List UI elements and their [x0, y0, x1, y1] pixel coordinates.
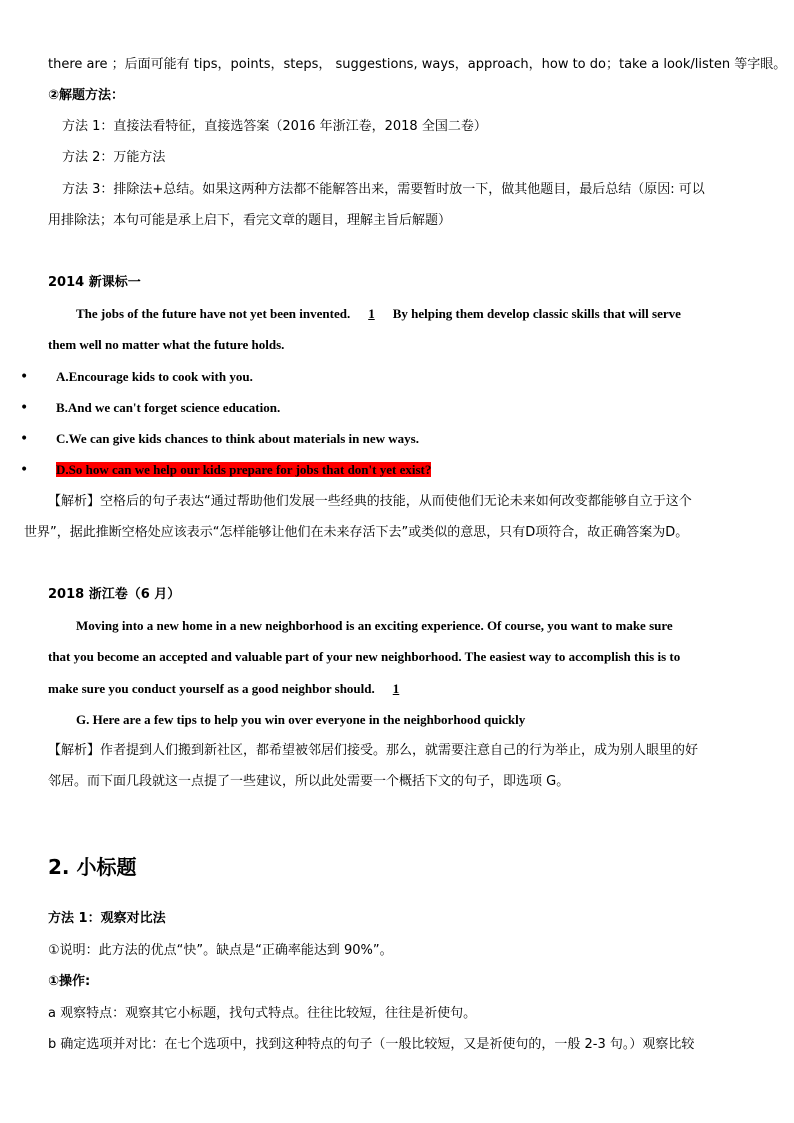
bullet-icon: •	[20, 369, 29, 385]
section-2-description: ①说明：此方法的优点“快”。缺点是“正确率能达到 90%”。	[48, 943, 393, 958]
blank-1: 1	[368, 306, 375, 321]
example-1-passage-line-1: The jobs of the future have not yet been invented. 1 By helping them develop classic skills that will serve	[76, 306, 681, 321]
example-2-analysis-line-1: 【解析】作者提到人们搬到新社区，都希望被邻居们接受。那么，就需要注意自己的行为举止，成为别人眼里的好	[48, 743, 699, 758]
blank-1: 1	[392, 681, 400, 696]
method-3: 方法 3：排除法+总结。如果这两种方法都不能解答出来，需要暂时放一下，做其他题目，最后总结（原因: 可以	[62, 182, 705, 197]
example-1-analysis-line-1: 【解析】空格后的句子表达“通过帮助他们发展一些经典的技能，从而使他们无论未来如何改变都能够自立于这个	[48, 494, 692, 509]
option-c: C.We can give kids chances to think about materials in new ways.	[56, 431, 419, 446]
section-2-operations: ①操作:	[48, 974, 91, 989]
example-2-passage-line-3: make sure you conduct yourself as a good neighbor should. 1	[48, 680, 414, 698]
bullet-icon: •	[20, 431, 29, 447]
method-3-cont: 用排除法；本句可能是承上启下，看完文章的题目，理解主旨后解题）	[48, 213, 452, 228]
bullet-icon: •	[20, 462, 29, 478]
section-2-heading: 2. 小标题	[48, 855, 137, 879]
example-2-analysis-line-2: 邻居。而下面几段就这一点提了一些建议，所以此处需要一个概括下文的句子，即选项 G。	[48, 774, 570, 789]
example-2-answer: G. Here are a few tips to help you win over everyone in the neighborhood quickly	[76, 712, 526, 727]
section-2-step-b: b 确定选项并对比：在七个选项中，找到这种特点的句子（一般比较短，又是祈使句的，一般 2-3 句。）观察比较	[48, 1037, 695, 1052]
example-2-passage-line-1: Moving into a new home in a new neighborhood is an exciting experience. Of course, you want to make sure	[76, 618, 673, 633]
intro-line: there are ；后面可能有 tips，points，steps， suggestions, ways，approach，how to do；take a look/listen 等字眼。	[48, 57, 787, 72]
option-d-answer: D.So how can we help our kids prepare for jobs that don't yet exist?	[56, 462, 432, 477]
method-heading: ②解题方法：	[48, 88, 125, 103]
method-1: 方法 1：直接法看特征，直接选答案（2016 年浙江卷，2018 全国二卷）	[62, 119, 487, 134]
section-2-method-1: 方法 1：观察对比法	[48, 911, 166, 926]
example-1-label: 2014 新课标一	[48, 275, 141, 290]
section-2-step-a: a 观察特点：观察其它小标题，找句式特点。往往比较短，往往是祈使句。	[48, 1006, 477, 1021]
example-2-label: 2018 浙江卷（6 月）	[48, 587, 181, 602]
bullet-icon: •	[20, 400, 29, 416]
example-1-passage-line-2: them well no matter what the future holds.	[48, 337, 285, 352]
example-1-analysis-line-2: 世界”，据此推断空格处应该表示“怎样能够让他们在未来存活下去”或类似的意思，只有D项符合，故正确答案为D。	[24, 525, 689, 540]
method-2: 方法 2：万能方法	[62, 150, 166, 165]
option-b: B.And we can't forget science education.	[56, 400, 281, 415]
option-a: A.Encourage kids to cook with you.	[56, 369, 253, 384]
example-2-passage-line-2: that you become an accepted and valuable part of your new neighborhood. The easiest way to accomplish this is to	[48, 649, 681, 664]
